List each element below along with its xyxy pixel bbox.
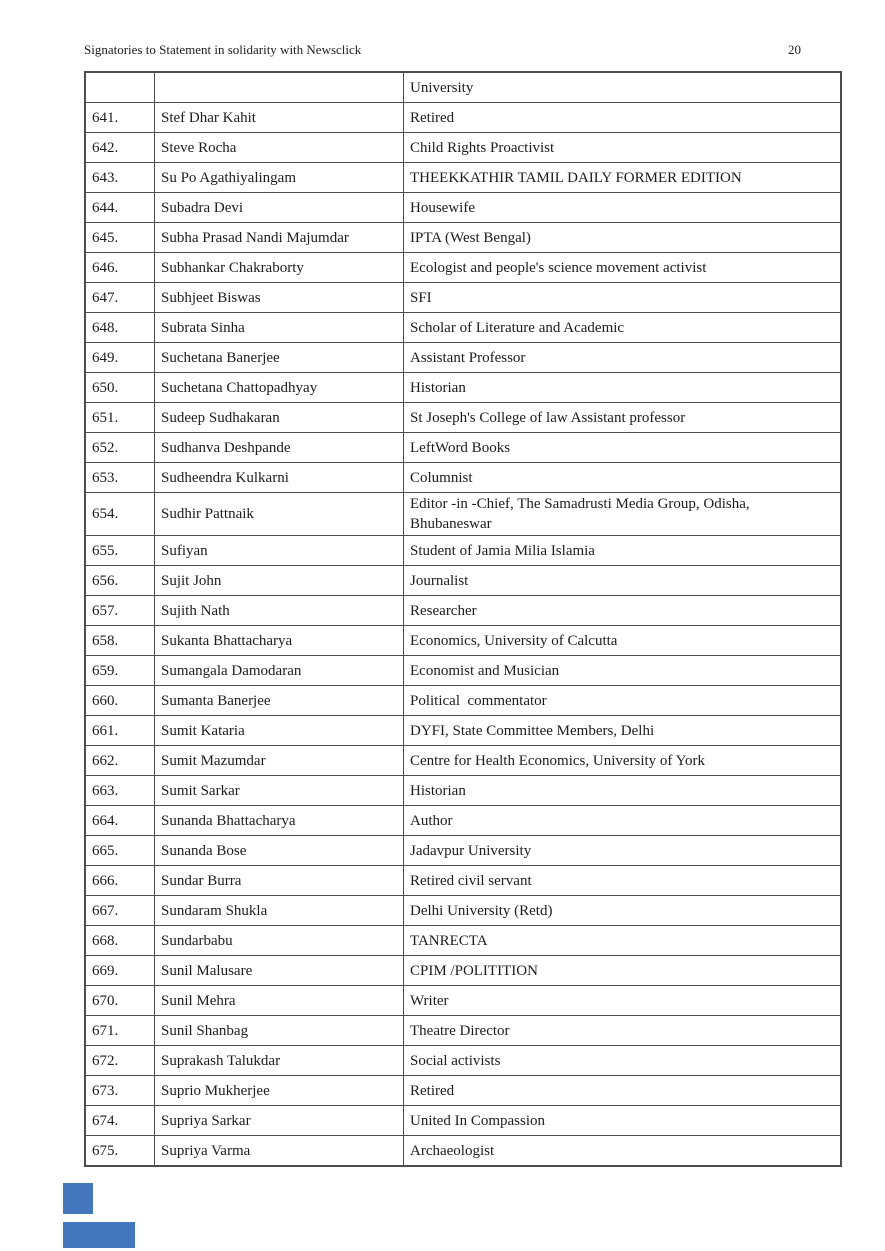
table-row	[85, 1046, 841, 1076]
row-number-cell: 646.	[85, 253, 155, 283]
description-cell: Economics, University of Calcutta	[404, 626, 842, 656]
table-row	[85, 866, 841, 896]
table-row	[85, 373, 841, 403]
table-row	[85, 433, 841, 463]
page-number: 20	[788, 42, 801, 57]
table-row	[85, 686, 841, 716]
name-cell	[155, 72, 404, 103]
row-number-cell: 663.	[85, 776, 155, 806]
name-cell: Suchetana Banerjee	[155, 343, 404, 373]
table-row	[85, 193, 841, 223]
row-number-cell: 671.	[85, 1016, 155, 1046]
name-cell: Steve Rocha	[155, 133, 404, 163]
name-cell: Sudhanva Deshpande	[155, 433, 404, 463]
name-cell: Sunanda Bose	[155, 836, 404, 866]
name-cell: Sudeep Sudhakaran	[155, 403, 404, 433]
row-number-cell: 661.	[85, 716, 155, 746]
table-row	[85, 493, 841, 536]
description-cell: Housewife	[404, 193, 842, 223]
name-cell: Sumanta Banerjee	[155, 686, 404, 716]
name-cell: Sujit John	[155, 566, 404, 596]
table-row	[85, 896, 841, 926]
description-cell: University	[404, 72, 842, 103]
row-number-cell: 647.	[85, 283, 155, 313]
row-number-cell: 652.	[85, 433, 155, 463]
table-row	[85, 776, 841, 806]
table-row	[85, 716, 841, 746]
blue-marker-large	[63, 1222, 135, 1248]
table-row	[85, 103, 841, 133]
row-number-cell: 644.	[85, 193, 155, 223]
table-row	[85, 746, 841, 776]
name-cell: Suprio Mukherjee	[155, 1076, 404, 1106]
row-number-cell: 658.	[85, 626, 155, 656]
description-cell: Historian	[404, 776, 842, 806]
row-number-cell: 659.	[85, 656, 155, 686]
name-cell: Suchetana Chattopadhyay	[155, 373, 404, 403]
description-cell: Theatre Director	[404, 1016, 842, 1046]
description-cell: Ecologist and people's science movement activist	[404, 253, 842, 283]
signatories-table-body	[85, 72, 841, 1166]
table-row	[85, 806, 841, 836]
name-cell: Sudhir Pattnaik	[155, 493, 404, 536]
row-number-cell: 674.	[85, 1106, 155, 1136]
name-cell: Sunanda Bhattacharya	[155, 806, 404, 836]
name-cell: Suprakash Talukdar	[155, 1046, 404, 1076]
table-row	[85, 986, 841, 1016]
name-cell: Sufiyan	[155, 536, 404, 566]
row-number-cell: 655.	[85, 536, 155, 566]
description-cell: CPIM /POLITITION	[404, 956, 842, 986]
description-cell: Student of Jamia Milia Islamia	[404, 536, 842, 566]
row-number-cell: 643.	[85, 163, 155, 193]
table-row	[85, 403, 841, 433]
row-number-cell: 656.	[85, 566, 155, 596]
description-cell: United In Compassion	[404, 1106, 842, 1136]
row-number-cell: 669.	[85, 956, 155, 986]
description-cell: Archaeologist	[404, 1136, 842, 1167]
description-cell: St Joseph's College of law Assistant professor	[404, 403, 842, 433]
row-number-cell: 657.	[85, 596, 155, 626]
row-number-cell: 650.	[85, 373, 155, 403]
name-cell: Sumangala Damodaran	[155, 656, 404, 686]
description-cell: Centre for Health Economics, University of York	[404, 746, 842, 776]
table-row	[85, 133, 841, 163]
description-cell: Jadavpur University	[404, 836, 842, 866]
row-number-cell: 664.	[85, 806, 155, 836]
table-row	[85, 836, 841, 866]
name-cell: Sumit Sarkar	[155, 776, 404, 806]
table-row	[85, 566, 841, 596]
row-number-cell	[85, 72, 155, 103]
description-cell: Political commentator	[404, 686, 842, 716]
table-row	[85, 463, 841, 493]
description-cell: Retired civil servant	[404, 866, 842, 896]
table-row	[85, 253, 841, 283]
name-cell: Sujith Nath	[155, 596, 404, 626]
table-row	[85, 163, 841, 193]
row-number-cell: 648.	[85, 313, 155, 343]
name-cell: Supriya Sarkar	[155, 1106, 404, 1136]
name-cell: Subhjeet Biswas	[155, 283, 404, 313]
name-cell: Sundaram Shukla	[155, 896, 404, 926]
description-cell: Editor -in -Chief, The Samadrusti Media Group, Odisha, Bhubaneswar	[404, 493, 842, 536]
name-cell: Subadra Devi	[155, 193, 404, 223]
page-header-title: Signatories to Statement in solidarity with Newsclick	[84, 42, 362, 57]
table-row	[85, 343, 841, 373]
description-cell: Columnist	[404, 463, 842, 493]
row-number-cell: 641.	[85, 103, 155, 133]
description-cell: DYFI, State Committee Members, Delhi	[404, 716, 842, 746]
description-cell: Author	[404, 806, 842, 836]
name-cell: Sumit Kataria	[155, 716, 404, 746]
description-cell: Researcher	[404, 596, 842, 626]
table-row	[85, 956, 841, 986]
row-number-cell: 667.	[85, 896, 155, 926]
description-cell: Delhi University (Retd)	[404, 896, 842, 926]
table-row	[85, 283, 841, 313]
table-row	[85, 626, 841, 656]
row-number-cell: 670.	[85, 986, 155, 1016]
name-cell: Subhankar Chakraborty	[155, 253, 404, 283]
row-number-cell: 662.	[85, 746, 155, 776]
description-cell: Retired	[404, 1076, 842, 1106]
signatories-table	[84, 71, 842, 1167]
blue-marker-small	[63, 1183, 93, 1214]
description-cell: LeftWord Books	[404, 433, 842, 463]
table-row	[85, 536, 841, 566]
description-cell: IPTA (West Bengal)	[404, 223, 842, 253]
name-cell: Stef Dhar Kahit	[155, 103, 404, 133]
table-row	[85, 313, 841, 343]
name-cell: Sukanta Bhattacharya	[155, 626, 404, 656]
row-number-cell: 645.	[85, 223, 155, 253]
name-cell: Sumit Mazumdar	[155, 746, 404, 776]
row-number-cell: 675.	[85, 1136, 155, 1167]
description-cell: Journalist	[404, 566, 842, 596]
table-row	[85, 656, 841, 686]
name-cell: Sundarbabu	[155, 926, 404, 956]
description-cell: SFI	[404, 283, 842, 313]
description-cell: Historian	[404, 373, 842, 403]
row-number-cell: 653.	[85, 463, 155, 493]
row-number-cell: 668.	[85, 926, 155, 956]
table-row	[85, 72, 841, 103]
row-number-cell: 654.	[85, 493, 155, 536]
description-cell: Scholar of Literature and Academic	[404, 313, 842, 343]
row-number-cell: 660.	[85, 686, 155, 716]
description-cell: Economist and Musician	[404, 656, 842, 686]
name-cell: Sunil Shanbag	[155, 1016, 404, 1046]
table-row	[85, 223, 841, 253]
row-number-cell: 649.	[85, 343, 155, 373]
name-cell: Sudheendra Kulkarni	[155, 463, 404, 493]
description-cell: THEEKKATHIR TAMIL DAILY FORMER EDITION	[404, 163, 842, 193]
row-number-cell: 673.	[85, 1076, 155, 1106]
description-cell: Social activists	[404, 1046, 842, 1076]
description-cell: Assistant Professor	[404, 343, 842, 373]
row-number-cell: 651.	[85, 403, 155, 433]
name-cell: Sunil Mehra	[155, 986, 404, 1016]
row-number-cell: 672.	[85, 1046, 155, 1076]
table-row	[85, 926, 841, 956]
row-number-cell: 665.	[85, 836, 155, 866]
table-row	[85, 1076, 841, 1106]
table-row	[85, 596, 841, 626]
row-number-cell: 642.	[85, 133, 155, 163]
description-cell: Retired	[404, 103, 842, 133]
table-row	[85, 1106, 841, 1136]
name-cell: Sunil Malusare	[155, 956, 404, 986]
name-cell: Sundar Burra	[155, 866, 404, 896]
name-cell: Supriya Varma	[155, 1136, 404, 1167]
description-cell: Writer	[404, 986, 842, 1016]
page-header	[84, 42, 801, 58]
description-cell: TANRECTA	[404, 926, 842, 956]
table-row	[85, 1016, 841, 1046]
table-row	[85, 1136, 841, 1167]
name-cell: Subha Prasad Nandi Majumdar	[155, 223, 404, 253]
name-cell: Su Po Agathiyalingam	[155, 163, 404, 193]
row-number-cell: 666.	[85, 866, 155, 896]
name-cell: Subrata Sinha	[155, 313, 404, 343]
description-cell: Child Rights Proactivist	[404, 133, 842, 163]
